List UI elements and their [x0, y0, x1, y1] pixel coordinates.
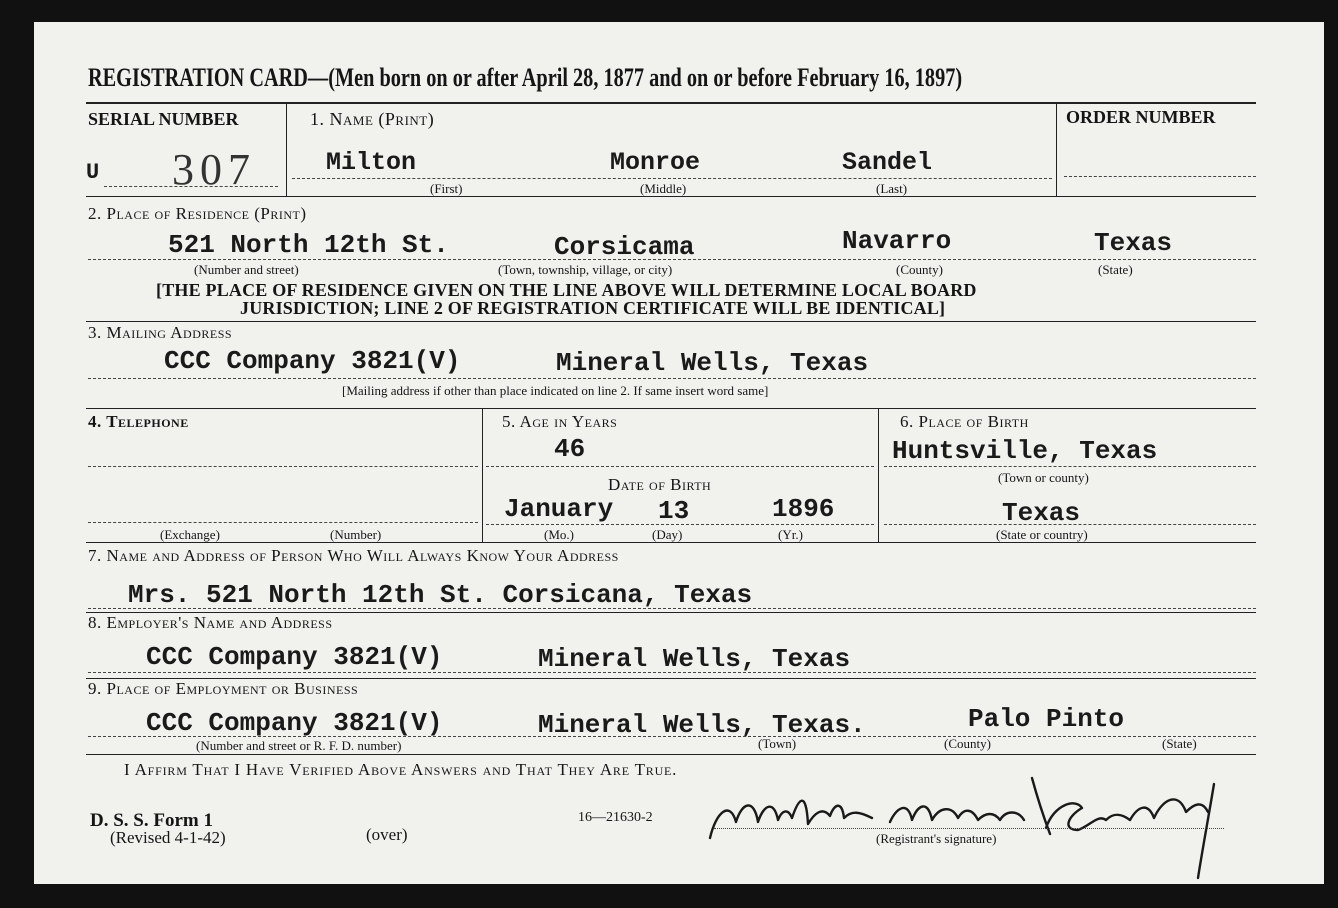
mailing-caption: [Mailing address if other than place indicated on line 2. If same insert word same]	[342, 383, 769, 398]
row6-rule	[86, 542, 1256, 543]
mailing-city: Mineral Wells, Texas	[556, 348, 869, 378]
birthplace-state: Texas	[1002, 498, 1081, 528]
mailing-label: 3. Mailing Address	[88, 323, 233, 342]
employer-label: 8. Employer's Name and Address	[88, 613, 333, 632]
employer-city: Mineral Wells, Texas	[538, 644, 851, 674]
contact-line	[88, 608, 1256, 609]
row1-rule	[86, 196, 1256, 197]
age-value: 46	[554, 434, 586, 464]
serial-number: 307	[172, 145, 256, 194]
contact-label: 7. Name and Address of Person Who Will Always Know Your Address	[88, 546, 619, 565]
name-line	[292, 178, 1052, 179]
order-divider	[1056, 104, 1057, 196]
name-first: Milton	[326, 148, 417, 177]
residence-town-caption: (Town, township, village, or city)	[498, 262, 673, 277]
residence-notice-line2: JURISDICTION; LINE 2 OF REGISTRATION CERTIFICATE WILL BE IDENTICAL]	[240, 298, 946, 318]
birthplace-town-line	[884, 466, 1256, 467]
employment-state-caption: (State)	[1162, 736, 1197, 751]
residence-state: Texas	[1094, 228, 1173, 258]
residence-county-caption: (County)	[896, 262, 943, 277]
mailing-line	[88, 378, 1256, 379]
serial-prefix: U	[86, 160, 100, 185]
birthplace-town: Huntsville, Texas	[892, 436, 1158, 466]
residence-notice-line1: [THE PLACE OF RESIDENCE GIVEN ON THE LINE ABOVE WILL DETERMINE LOCAL BOARD	[156, 280, 977, 300]
employment-city: Mineral Wells, Texas.	[538, 710, 866, 740]
row3-rule	[86, 408, 1256, 409]
over-note: (over)	[366, 825, 408, 844]
residence-street: 521 North 12th St.	[168, 230, 449, 260]
employment-county-caption: (County)	[944, 736, 991, 751]
dob-day: 13	[658, 496, 690, 526]
order-line	[1064, 176, 1256, 177]
signature-caption: (Registrant's signature)	[876, 831, 997, 846]
employment-label: 9. Place of Employment or Business	[88, 679, 359, 698]
residence-town: Corsicama	[554, 232, 695, 262]
employer-line	[88, 672, 1256, 673]
residence-state-caption: (State)	[1098, 262, 1133, 277]
dob-day-caption: (Day)	[652, 527, 683, 542]
dob-label: Date of Birth	[608, 475, 712, 494]
serial-line	[104, 186, 278, 187]
dob-month: January	[504, 494, 614, 524]
row9-rule	[86, 754, 1256, 755]
employment-town-caption: (Town)	[758, 736, 797, 751]
dob-year-caption: (Yr.)	[778, 527, 803, 542]
telephone-exchange-caption: (Exchange)	[160, 527, 220, 542]
residence-street-caption: (Number and street)	[194, 262, 299, 277]
residence-line	[88, 259, 1256, 260]
dob-month-caption: (Mo.)	[544, 527, 574, 542]
tel-age-divider	[482, 408, 483, 542]
signature-line	[714, 828, 1224, 829]
employer-company: CCC Company 3821(V)	[146, 642, 443, 672]
form-revised: (Revised 4-1-42)	[110, 828, 226, 847]
serial-divider	[286, 104, 287, 196]
row2-rule	[86, 321, 1256, 322]
name-last: Sandel	[842, 148, 933, 177]
affirmation: I Affirm That I Have Verified Above Answers and That They Are True.	[124, 760, 678, 779]
birthplace-label: 6. Place of Birth	[900, 412, 1029, 431]
telephone-number-caption: (Number)	[330, 527, 382, 542]
birthplace-town-caption: (Town or county)	[998, 470, 1089, 485]
form-number: D. S. S. Form 1	[90, 810, 213, 831]
title-rule	[86, 102, 1256, 104]
residence-label: 2. Place of Residence (Print)	[88, 204, 307, 223]
dob-year: 1896	[772, 494, 835, 524]
order-label: ORDER NUMBER	[1066, 107, 1216, 127]
telephone-line-lower	[88, 522, 478, 523]
name-label: 1. Name (Print)	[310, 109, 435, 129]
name-middle: Monroe	[610, 148, 701, 177]
name-last-caption: (Last)	[876, 181, 908, 196]
employment-company: CCC Company 3821(V)	[146, 708, 443, 738]
residence-county: Navarro	[842, 226, 952, 256]
telephone-line-upper	[88, 466, 478, 467]
contact-value: Mrs. 521 North 12th St. Corsicana, Texas	[128, 580, 753, 610]
employment-line	[88, 736, 1256, 737]
age-label: 5. Age in Years	[502, 412, 618, 431]
name-first-caption: (First)	[430, 181, 463, 196]
birthplace-state-caption: (State or country)	[996, 527, 1088, 542]
card-title: REGISTRATION CARD—(Men born on or after April 28, 1877 and on or before February 16, 1897)	[88, 63, 963, 92]
signature-text: Milton Monroe Sandel	[972, 820, 982, 821]
age-birth-divider	[878, 408, 879, 542]
employment-county: Palo Pinto	[968, 704, 1125, 734]
telephone-label: 4. Telephone	[88, 412, 189, 431]
dob-line	[486, 524, 874, 525]
registrant-signature	[702, 760, 1242, 884]
registration-card	[34, 22, 1324, 884]
mailing-company: CCC Company 3821(V)	[164, 346, 461, 376]
serial-label: SERIAL NUMBER	[88, 109, 239, 129]
employment-number-caption: (Number and street or R. F. D. number)	[196, 738, 402, 753]
printer-code: 16—21630-2	[578, 810, 653, 825]
birthplace-state-line	[884, 524, 1256, 525]
name-middle-caption: (Middle)	[640, 181, 687, 196]
age-line	[486, 466, 874, 467]
